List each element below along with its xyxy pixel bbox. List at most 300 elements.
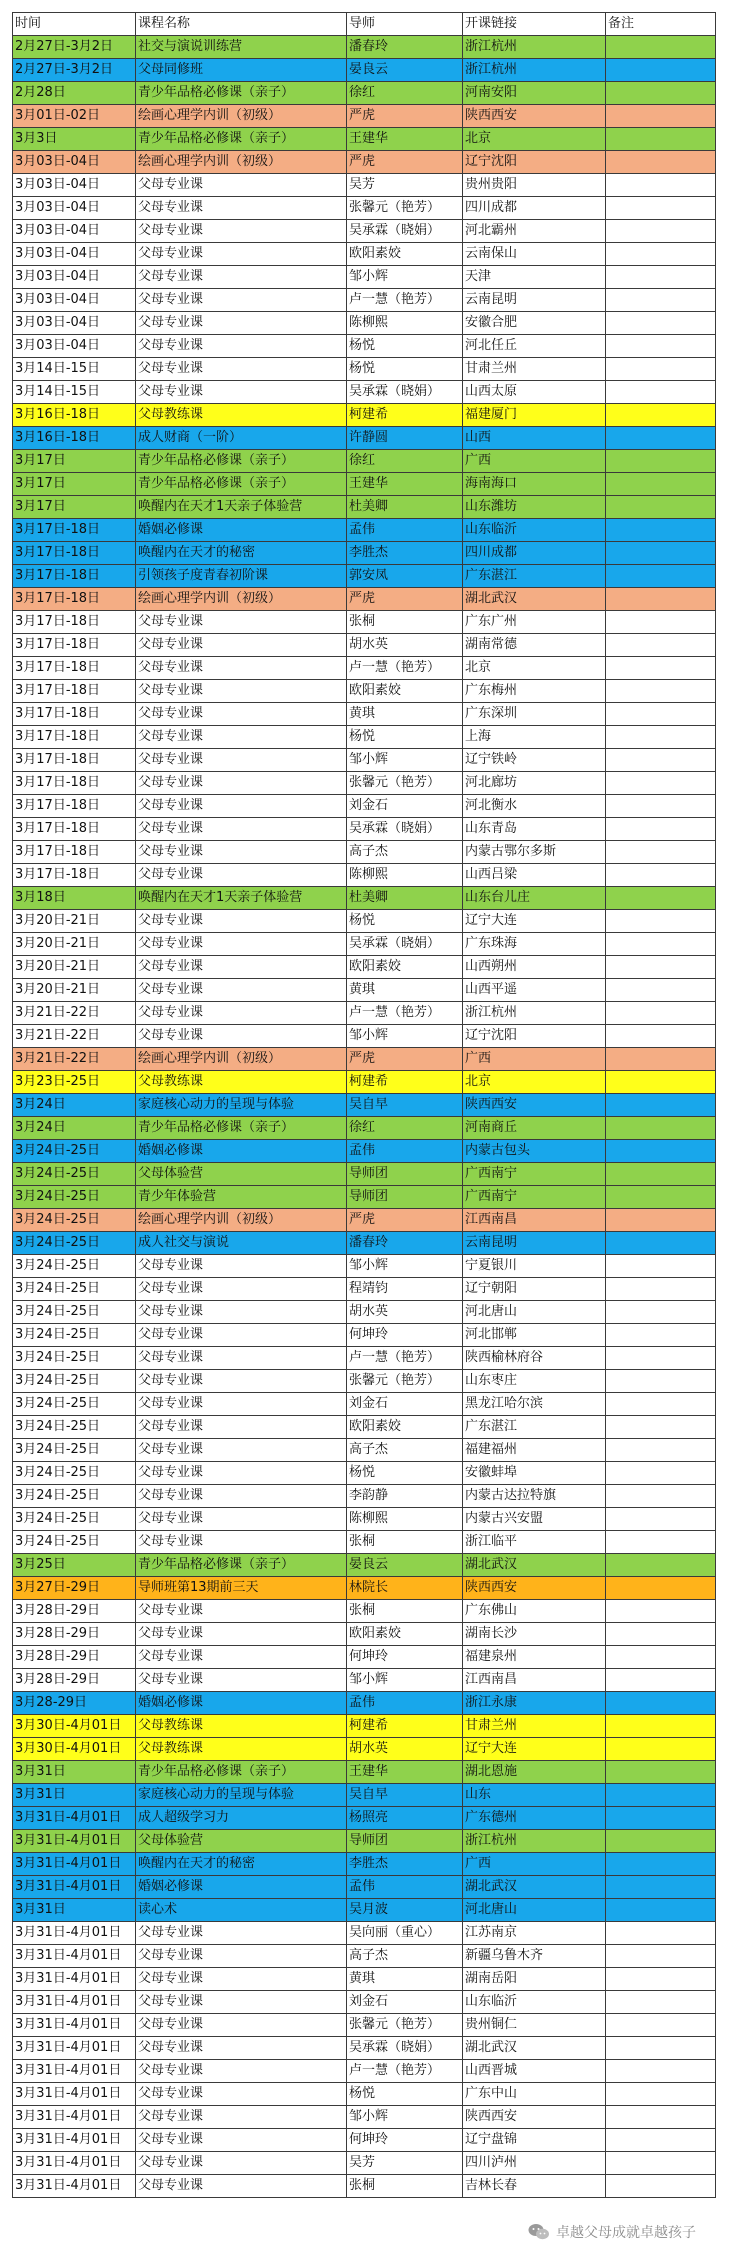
table-row	[13, 220, 716, 243]
cell-time: 3月17日-18日	[13, 588, 136, 611]
cell-location: 辽宁朝阳	[463, 1278, 606, 1301]
cell-time: 3月14日-15日	[13, 358, 136, 381]
cell-time: 3月20日-21日	[13, 933, 136, 956]
cell-teacher: 邹小辉	[347, 1255, 463, 1278]
cell-time: 3月17日-18日	[13, 703, 136, 726]
cell-note	[606, 404, 716, 427]
cell-teacher: 吴月波	[347, 1899, 463, 1922]
cell-time: 3月21日-22日	[13, 1048, 136, 1071]
cell-note	[606, 1416, 716, 1439]
cell-note	[606, 680, 716, 703]
cell-time: 3月24日-25日	[13, 1393, 136, 1416]
cell-course: 父母专业课	[136, 657, 347, 680]
cell-time: 3月24日-25日	[13, 1163, 136, 1186]
cell-course: 父母专业课	[136, 2060, 347, 2083]
cell-time: 3月03日-04日	[13, 266, 136, 289]
header-teacher: 导师	[347, 13, 463, 36]
cell-teacher: 吴承霖（晓娟）	[347, 381, 463, 404]
cell-course: 父母专业课	[136, 2083, 347, 2106]
cell-location: 湖北武汉	[463, 588, 606, 611]
cell-note	[606, 1048, 716, 1071]
table-row	[13, 519, 716, 542]
cell-teacher: 刘金石	[347, 795, 463, 818]
cell-location: 云南昆明	[463, 1232, 606, 1255]
table-row	[13, 703, 716, 726]
cell-course: 父母专业课	[136, 1324, 347, 1347]
cell-location: 北京	[463, 1071, 606, 1094]
cell-teacher: 潘春玲	[347, 36, 463, 59]
cell-teacher: 欧阳素姣	[347, 680, 463, 703]
cell-time: 3月30日-4月01日	[13, 1715, 136, 1738]
cell-location: 河北唐山	[463, 1301, 606, 1324]
table-row	[13, 427, 716, 450]
cell-location: 陕西西安	[463, 1577, 606, 1600]
cell-location: 河北霸州	[463, 220, 606, 243]
cell-time: 3月31日-4月01日	[13, 1922, 136, 1945]
cell-location: 新疆乌鲁木齐	[463, 1945, 606, 1968]
cell-teacher: 吴承霖（晓娟）	[347, 818, 463, 841]
cell-note	[606, 1623, 716, 1646]
table-row	[13, 657, 716, 680]
cell-note	[606, 1577, 716, 1600]
cell-teacher: 黄琪	[347, 979, 463, 1002]
cell-time: 3月24日-25日	[13, 1278, 136, 1301]
table-row	[13, 174, 716, 197]
cell-teacher: 高子杰	[347, 841, 463, 864]
cell-time: 3月28日-29日	[13, 1623, 136, 1646]
cell-teacher: 王建华	[347, 128, 463, 151]
cell-teacher: 邹小辉	[347, 2106, 463, 2129]
cell-time: 3月17日-18日	[13, 657, 136, 680]
cell-note	[606, 657, 716, 680]
cell-note	[606, 450, 716, 473]
table-row	[13, 335, 716, 358]
cell-teacher: 陈柳熙	[347, 1508, 463, 1531]
cell-time: 3月31日-4月01日	[13, 2083, 136, 2106]
cell-time: 3月01日-02日	[13, 105, 136, 128]
table-row	[13, 1232, 716, 1255]
cell-teacher: 林院长	[347, 1577, 463, 1600]
cell-time: 3月14日-15日	[13, 381, 136, 404]
cell-course: 青少年品格必修课（亲子）	[136, 1554, 347, 1577]
cell-location: 辽宁沈阳	[463, 1025, 606, 1048]
cell-note	[606, 289, 716, 312]
cell-teacher: 孟伟	[347, 1140, 463, 1163]
cell-time: 3月24日-25日	[13, 1301, 136, 1324]
cell-note	[606, 1761, 716, 1784]
cell-course: 青少年体验营	[136, 1186, 347, 1209]
table-row	[13, 381, 716, 404]
cell-course: 父母专业课	[136, 1922, 347, 1945]
table-row	[13, 910, 716, 933]
cell-time: 3月18日	[13, 887, 136, 910]
table-row	[13, 1761, 716, 1784]
table-row	[13, 404, 716, 427]
cell-course: 父母专业课	[136, 726, 347, 749]
cell-note	[606, 864, 716, 887]
cell-note	[606, 1301, 716, 1324]
cell-course: 父母体验营	[136, 1163, 347, 1186]
cell-teacher: 严虎	[347, 151, 463, 174]
cell-teacher: 张桐	[347, 1600, 463, 1623]
cell-location: 山西	[463, 427, 606, 450]
cell-teacher: 张馨元（艳芳）	[347, 772, 463, 795]
cell-course: 成人超级学习力	[136, 1807, 347, 1830]
header-time: 时间	[13, 13, 136, 36]
cell-note	[606, 1255, 716, 1278]
cell-course: 父母专业课	[136, 2175, 347, 2198]
cell-note	[606, 818, 716, 841]
cell-time: 3月16日-18日	[13, 404, 136, 427]
table-row	[13, 1945, 716, 1968]
cell-note	[606, 2083, 716, 2106]
cell-location: 湖南岳阳	[463, 1968, 606, 1991]
cell-teacher: 杜美卿	[347, 496, 463, 519]
cell-note	[606, 1669, 716, 1692]
cell-note	[606, 1508, 716, 1531]
cell-note	[606, 910, 716, 933]
cell-note	[606, 1439, 716, 1462]
table-row	[13, 841, 716, 864]
cell-course: 唤醒内在天才1天亲子体验营	[136, 496, 347, 519]
cell-note	[606, 933, 716, 956]
table-row	[13, 979, 716, 1002]
cell-note	[606, 2129, 716, 2152]
cell-course: 成人财商（一阶）	[136, 427, 347, 450]
table-row	[13, 680, 716, 703]
cell-teacher: 何坤玲	[347, 2129, 463, 2152]
cell-location: 河南商丘	[463, 1117, 606, 1140]
cell-location: 湖北恩施	[463, 1761, 606, 1784]
cell-location: 辽宁盘锦	[463, 2129, 606, 2152]
cell-note	[606, 1324, 716, 1347]
cell-course: 父母专业课	[136, 795, 347, 818]
cell-location: 江西南昌	[463, 1209, 606, 1232]
table-row	[13, 933, 716, 956]
cell-time: 3月28日-29日	[13, 1600, 136, 1623]
cell-teacher: 卢一慧（艳芳）	[347, 289, 463, 312]
cell-course: 父母专业课	[136, 703, 347, 726]
cell-time: 3月31日-4月01日	[13, 1945, 136, 1968]
table-row	[13, 565, 716, 588]
cell-teacher: 卢一慧（艳芳）	[347, 2060, 463, 2083]
cell-location: 吉林长春	[463, 2175, 606, 2198]
header-location: 开课链接	[463, 13, 606, 36]
table-row	[13, 1531, 716, 1554]
cell-teacher: 刘金石	[347, 1393, 463, 1416]
cell-location: 云南昆明	[463, 289, 606, 312]
table-row	[13, 2129, 716, 2152]
cell-course: 父母专业课	[136, 174, 347, 197]
cell-course: 父母专业课	[136, 933, 347, 956]
cell-location: 甘肃兰州	[463, 358, 606, 381]
cell-course: 父母专业课	[136, 220, 347, 243]
cell-time: 3月24日-25日	[13, 1370, 136, 1393]
cell-course: 父母专业课	[136, 634, 347, 657]
cell-location: 福建福州	[463, 1439, 606, 1462]
cell-note	[606, 312, 716, 335]
table-row	[13, 289, 716, 312]
cell-note	[606, 979, 716, 1002]
cell-time: 3月24日-25日	[13, 1439, 136, 1462]
cell-note	[606, 956, 716, 979]
cell-course: 父母专业课	[136, 358, 347, 381]
cell-location: 广东深圳	[463, 703, 606, 726]
cell-teacher: 李胜杰	[347, 542, 463, 565]
cell-time: 3月31日-4月01日	[13, 2060, 136, 2083]
cell-location: 山东临沂	[463, 519, 606, 542]
cell-location: 山东	[463, 1784, 606, 1807]
cell-teacher: 柯建希	[347, 404, 463, 427]
cell-course: 父母专业课	[136, 2152, 347, 2175]
cell-time: 3月20日-21日	[13, 910, 136, 933]
cell-teacher: 柯建希	[347, 1071, 463, 1094]
cell-location: 天津	[463, 266, 606, 289]
cell-location: 广西南宁	[463, 1163, 606, 1186]
cell-note	[606, 2152, 716, 2175]
cell-time: 3月21日-22日	[13, 1025, 136, 1048]
cell-course: 读心术	[136, 1899, 347, 1922]
cell-location: 甘肃兰州	[463, 1715, 606, 1738]
table-row	[13, 266, 716, 289]
cell-location: 四川成都	[463, 542, 606, 565]
cell-teacher: 导师团	[347, 1163, 463, 1186]
cell-time: 3月03日-04日	[13, 335, 136, 358]
cell-location: 内蒙古包头	[463, 1140, 606, 1163]
cell-course: 绘画心理学内训（初级）	[136, 1048, 347, 1071]
cell-teacher: 黄琪	[347, 703, 463, 726]
cell-course: 父母专业课	[136, 1968, 347, 1991]
cell-course: 父母专业课	[136, 197, 347, 220]
cell-location: 陕西西安	[463, 2106, 606, 2129]
cell-note	[606, 1163, 716, 1186]
cell-course: 父母专业课	[136, 381, 347, 404]
cell-teacher: 欧阳素姣	[347, 1416, 463, 1439]
table-row	[13, 634, 716, 657]
cell-note	[606, 2060, 716, 2083]
table-row	[13, 82, 716, 105]
table-row	[13, 1830, 716, 1853]
cell-note	[606, 243, 716, 266]
cell-course: 青少年品格必修课（亲子）	[136, 450, 347, 473]
table-row	[13, 2175, 716, 2198]
cell-time: 3月24日-25日	[13, 1209, 136, 1232]
cell-time: 3月31日	[13, 1784, 136, 1807]
cell-teacher: 严虎	[347, 1209, 463, 1232]
cell-teacher: 胡水英	[347, 1738, 463, 1761]
cell-course: 父母专业课	[136, 1439, 347, 1462]
cell-note	[606, 1278, 716, 1301]
cell-note	[606, 266, 716, 289]
cell-location: 广东德州	[463, 1807, 606, 1830]
cell-note	[606, 1922, 716, 1945]
table-row	[13, 1370, 716, 1393]
table-body	[13, 36, 716, 2198]
cell-course: 父母专业课	[136, 2106, 347, 2129]
cell-note	[606, 841, 716, 864]
cell-time: 2月27日-3月2日	[13, 59, 136, 82]
cell-teacher: 陈柳熙	[347, 864, 463, 887]
cell-course: 青少年品格必修课（亲子）	[136, 1117, 347, 1140]
cell-location: 四川泸州	[463, 2152, 606, 2175]
cell-time: 3月24日	[13, 1094, 136, 1117]
cell-time: 3月03日-04日	[13, 289, 136, 312]
cell-note	[606, 2037, 716, 2060]
cell-location: 浙江永康	[463, 1692, 606, 1715]
table-row	[13, 1416, 716, 1439]
cell-teacher: 导师团	[347, 1830, 463, 1853]
cell-location: 江苏南京	[463, 1922, 606, 1945]
cell-note	[606, 1945, 716, 1968]
cell-note	[606, 1968, 716, 1991]
cell-time: 3月24日-25日	[13, 1186, 136, 1209]
table-row	[13, 1439, 716, 1462]
cell-location: 云南保山	[463, 243, 606, 266]
cell-course: 父母教练课	[136, 1715, 347, 1738]
cell-teacher: 吴向丽（重心）	[347, 1922, 463, 1945]
cell-location: 山西朔州	[463, 956, 606, 979]
table-row	[13, 1784, 716, 1807]
cell-time: 3月31日-4月01日	[13, 1876, 136, 1899]
cell-location: 广西	[463, 450, 606, 473]
cell-teacher: 徐红	[347, 450, 463, 473]
table-row	[13, 1991, 716, 2014]
cell-note	[606, 1600, 716, 1623]
cell-course: 父母专业课	[136, 749, 347, 772]
table-row	[13, 611, 716, 634]
cell-course: 父母专业课	[136, 2014, 347, 2037]
cell-course: 父母同修班	[136, 59, 347, 82]
cell-note	[606, 1853, 716, 1876]
cell-note	[606, 36, 716, 59]
cell-note	[606, 1830, 716, 1853]
cell-note	[606, 2106, 716, 2129]
cell-time: 3月17日	[13, 496, 136, 519]
cell-location: 山东潍坊	[463, 496, 606, 519]
cell-course: 家庭核心动力的呈现与体验	[136, 1784, 347, 1807]
table-row	[13, 1301, 716, 1324]
cell-course: 唤醒内在天才的秘密	[136, 1853, 347, 1876]
cell-course: 父母教练课	[136, 404, 347, 427]
cell-time: 3月25日	[13, 1554, 136, 1577]
table-row	[13, 1715, 716, 1738]
cell-note	[606, 1140, 716, 1163]
cell-course: 父母专业课	[136, 1508, 347, 1531]
cell-location: 江西南昌	[463, 1669, 606, 1692]
cell-location: 山西平遥	[463, 979, 606, 1002]
cell-note	[606, 151, 716, 174]
cell-teacher: 李韵静	[347, 1485, 463, 1508]
cell-course: 绘画心理学内训（初级）	[136, 588, 347, 611]
cell-note	[606, 381, 716, 404]
cell-location: 山东临沂	[463, 1991, 606, 2014]
watermark-text: 卓越父母成就卓越孩子	[556, 2225, 696, 2241]
table-row	[13, 1807, 716, 1830]
cell-note	[606, 1071, 716, 1094]
cell-location: 辽宁大连	[463, 1738, 606, 1761]
cell-note	[606, 427, 716, 450]
cell-time: 3月21日-22日	[13, 1002, 136, 1025]
cell-course: 父母专业课	[136, 289, 347, 312]
cell-course: 父母专业课	[136, 266, 347, 289]
cell-location: 贵州铜仁	[463, 2014, 606, 2037]
cell-course: 父母专业课	[136, 1462, 347, 1485]
cell-note	[606, 1876, 716, 1899]
cell-note	[606, 335, 716, 358]
table-row	[13, 128, 716, 151]
cell-location: 山西吕梁	[463, 864, 606, 887]
cell-teacher: 胡水英	[347, 634, 463, 657]
cell-note	[606, 588, 716, 611]
cell-location: 山西太原	[463, 381, 606, 404]
table-row	[13, 1209, 716, 1232]
cell-time: 3月03日-04日	[13, 151, 136, 174]
cell-course: 引领孩子度青春初阶课	[136, 565, 347, 588]
cell-teacher: 张桐	[347, 2175, 463, 2198]
cell-note	[606, 565, 716, 588]
table-row	[13, 312, 716, 335]
cell-teacher: 何坤玲	[347, 1646, 463, 1669]
cell-teacher: 杨悦	[347, 1462, 463, 1485]
cell-location: 福建厦门	[463, 404, 606, 427]
cell-location: 贵州贵阳	[463, 174, 606, 197]
cell-location: 陕西榆林府谷	[463, 1347, 606, 1370]
table-row	[13, 1117, 716, 1140]
cell-location: 山西晋城	[463, 2060, 606, 2083]
cell-teacher: 吴芳	[347, 174, 463, 197]
table-row	[13, 887, 716, 910]
cell-time: 3月17日-18日	[13, 519, 136, 542]
table-row	[13, 1646, 716, 1669]
table-row	[13, 1071, 716, 1094]
table-row	[13, 197, 716, 220]
cell-course: 父母专业课	[136, 2129, 347, 2152]
cell-note	[606, 1531, 716, 1554]
cell-location: 陕西西安	[463, 105, 606, 128]
cell-time: 3月17日-18日	[13, 818, 136, 841]
cell-time: 3月20日-21日	[13, 956, 136, 979]
cell-note	[606, 1209, 716, 1232]
cell-teacher: 欧阳素姣	[347, 243, 463, 266]
table-row	[13, 1393, 716, 1416]
cell-note	[606, 542, 716, 565]
cell-location: 浙江杭州	[463, 1002, 606, 1025]
cell-time: 3月17日-18日	[13, 680, 136, 703]
cell-time: 3月28日-29日	[13, 1646, 136, 1669]
table-row	[13, 2083, 716, 2106]
cell-teacher: 黄琪	[347, 1968, 463, 1991]
cell-location: 广东珠海	[463, 933, 606, 956]
cell-course: 父母专业课	[136, 1416, 347, 1439]
cell-time: 3月31日-4月01日	[13, 2037, 136, 2060]
cell-course: 父母专业课	[136, 818, 347, 841]
cell-course: 父母专业课	[136, 243, 347, 266]
cell-teacher: 孟伟	[347, 1692, 463, 1715]
cell-location: 广东广州	[463, 611, 606, 634]
cell-course: 唤醒内在天才的秘密	[136, 542, 347, 565]
cell-teacher: 孟伟	[347, 519, 463, 542]
cell-course: 父母专业课	[136, 841, 347, 864]
cell-course: 婚姻必修课	[136, 519, 347, 542]
cell-location: 内蒙古鄂尔多斯	[463, 841, 606, 864]
table-row	[13, 1623, 716, 1646]
cell-location: 湖北武汉	[463, 1554, 606, 1577]
table-row	[13, 2037, 716, 2060]
cell-location: 宁夏银川	[463, 1255, 606, 1278]
table-row	[13, 1002, 716, 1025]
table-row	[13, 1968, 716, 1991]
cell-note	[606, 473, 716, 496]
